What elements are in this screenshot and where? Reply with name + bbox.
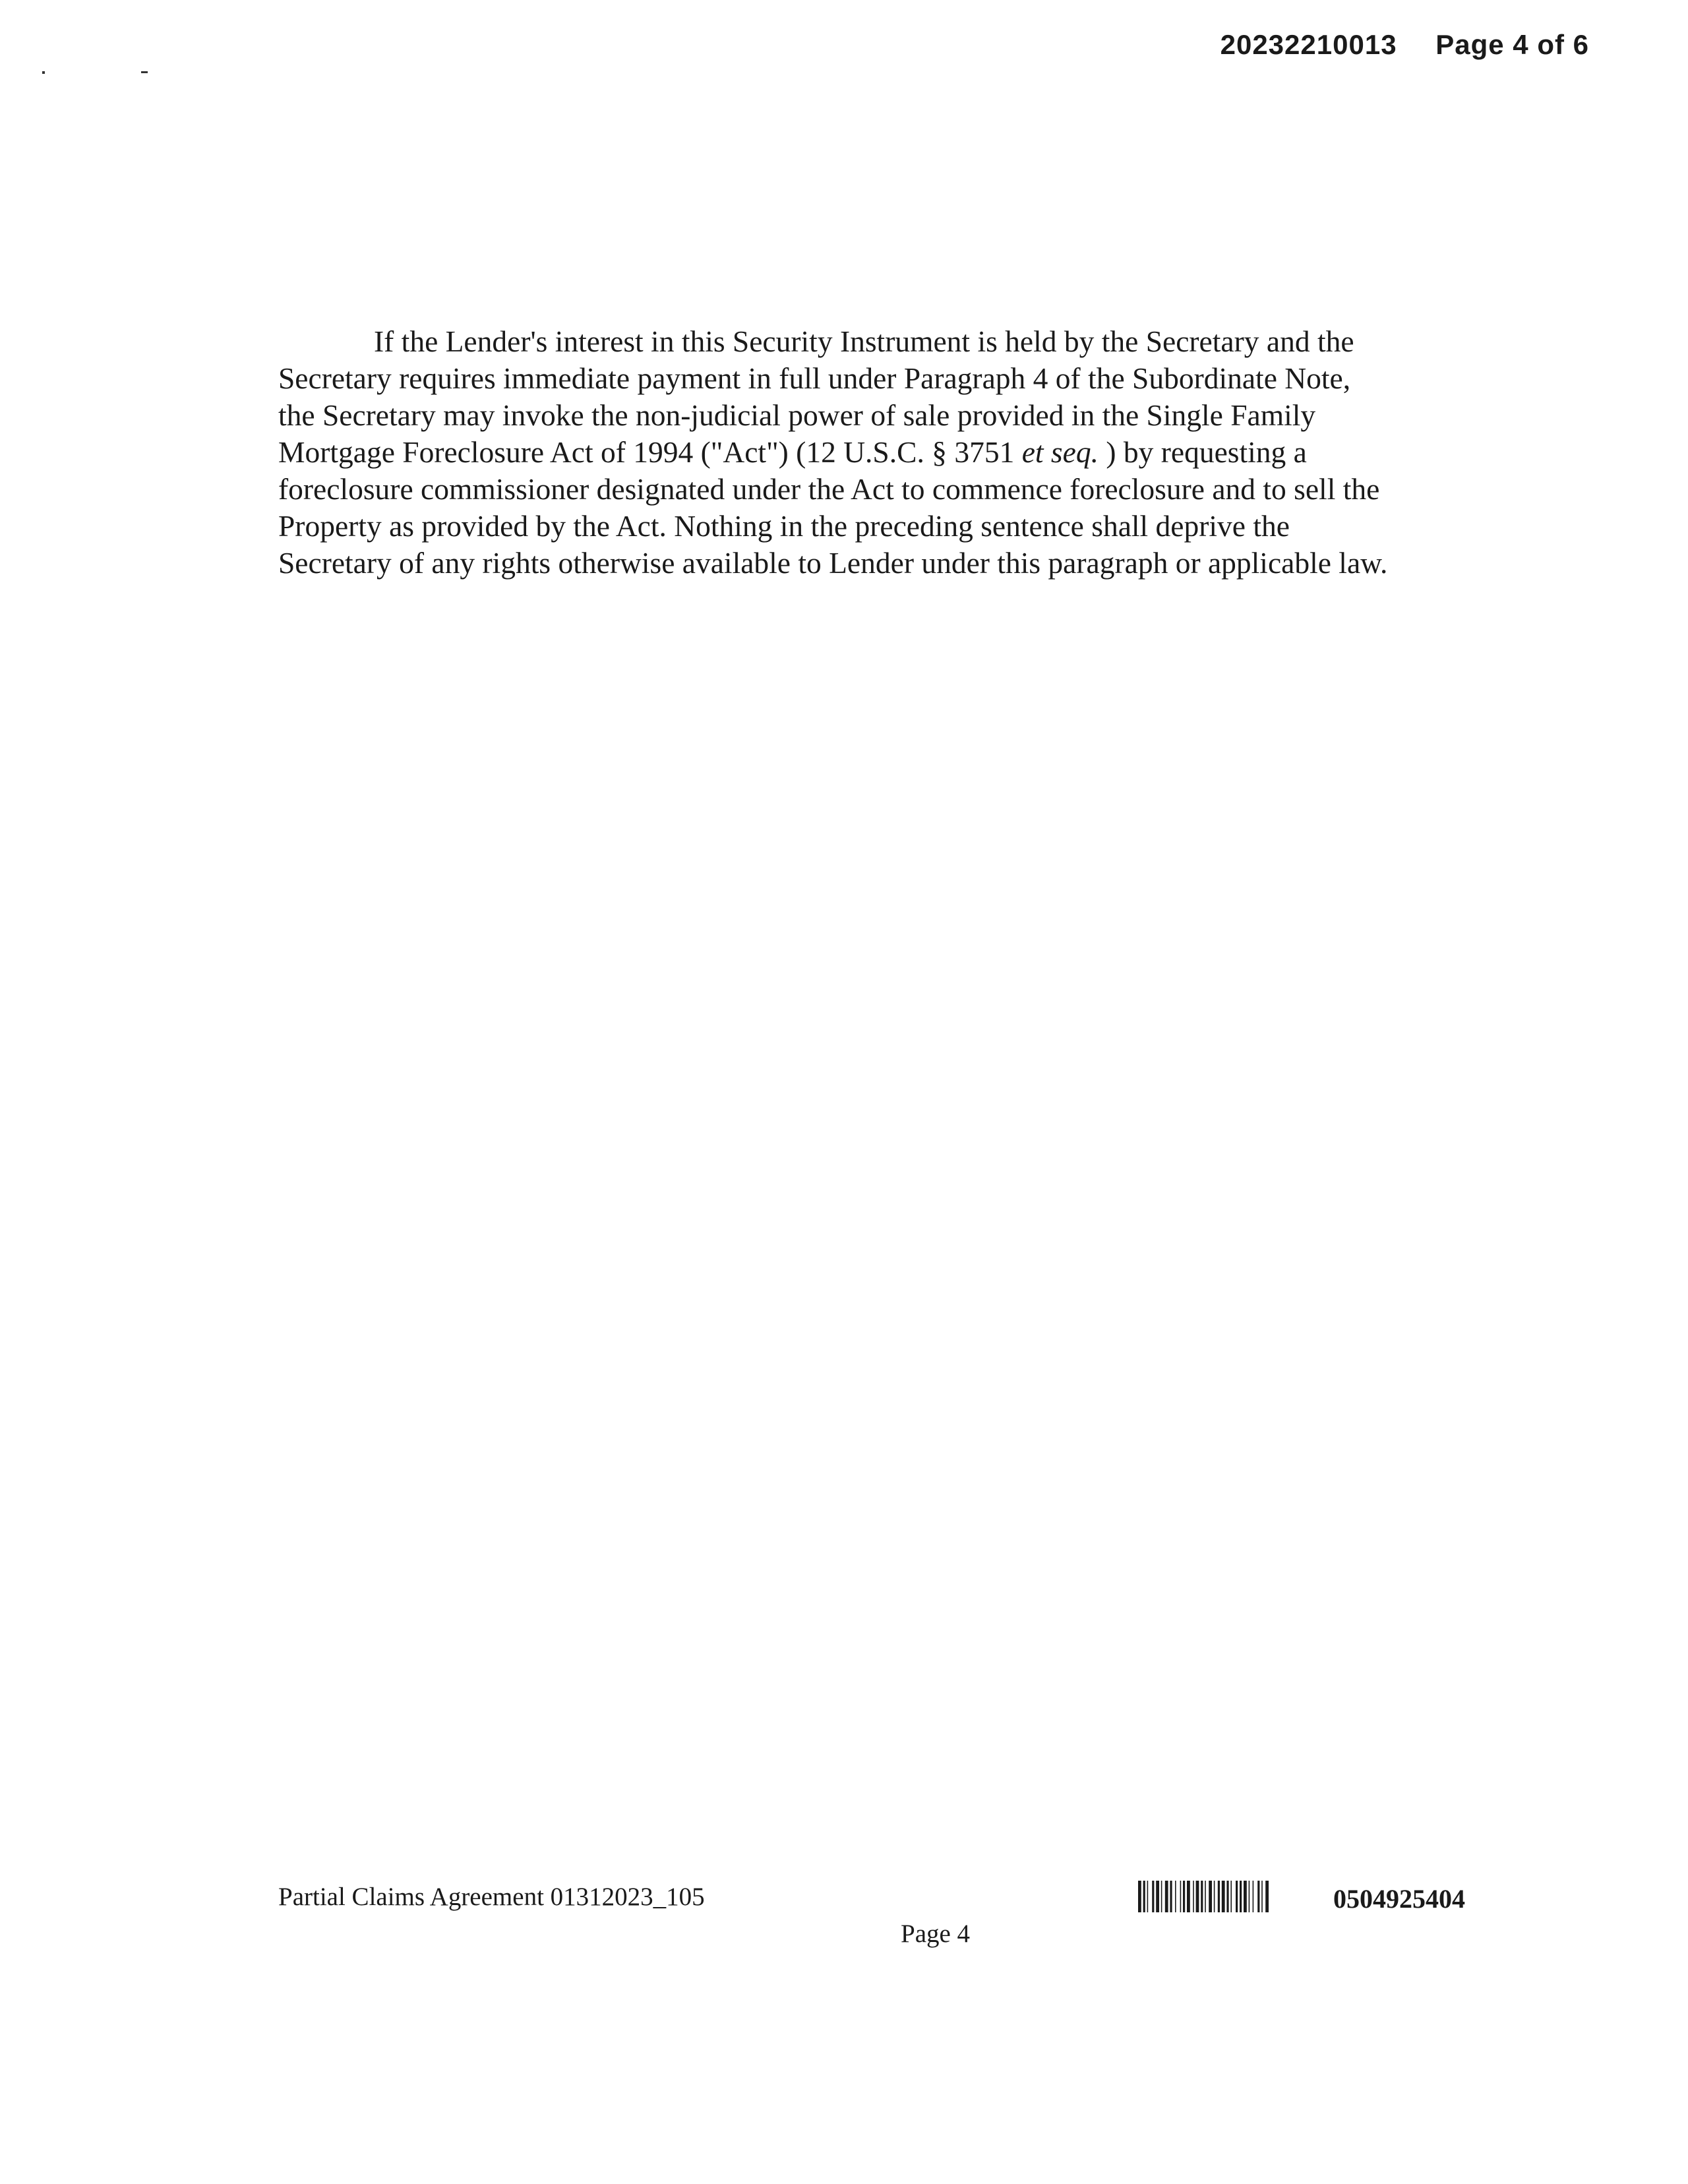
paragraph-line	[278, 434, 1465, 471]
scan-speck	[141, 71, 148, 73]
document-name: Partial Claims Agreement 01312023_105	[278, 1883, 705, 1911]
paragraph-line: the Secretary may invoke the non-judicial power of sale provided in the Single Family	[278, 398, 1316, 432]
page-indicator: Page 4 of 6	[1435, 29, 1589, 60]
body-paragraph	[278, 323, 1465, 582]
paragraph-line: foreclosure commissioner designated under the Act to commence foreclosure and to sell the	[278, 472, 1380, 506]
paragraph-line-text: Mortgage Foreclosure Act of 1994 ("Act") (12 U.S.C. § 3751	[278, 435, 1015, 469]
paragraph-line: If the Lender's interest in this Security Instrument is held by the Secretary and the	[374, 324, 1354, 358]
paragraph-line-text: ) by requesting a	[1106, 435, 1307, 469]
loan-barcode-block	[1138, 1878, 1465, 1912]
recording-number: 20232210013	[1220, 29, 1397, 60]
paragraph-line: Property as provided by the Act. Nothing in the preceding sentence shall deprive the	[278, 509, 1290, 543]
paragraph-line: Secretary of any rights otherwise available to Lender under this paragraph or applicable law.	[278, 546, 1388, 580]
recording-header	[1221, 29, 1589, 61]
paragraph-line: Secretary requires immediate payment in full under Paragraph 4 of the Subordinate Note,	[278, 361, 1351, 395]
scan-speck	[42, 71, 45, 74]
loan-number: 0504925404	[1333, 1884, 1465, 1914]
et-seq-citation: et seq.	[1021, 435, 1099, 469]
barcode-icon	[1138, 1881, 1331, 1912]
page-number: Page 4	[901, 1920, 971, 1948]
